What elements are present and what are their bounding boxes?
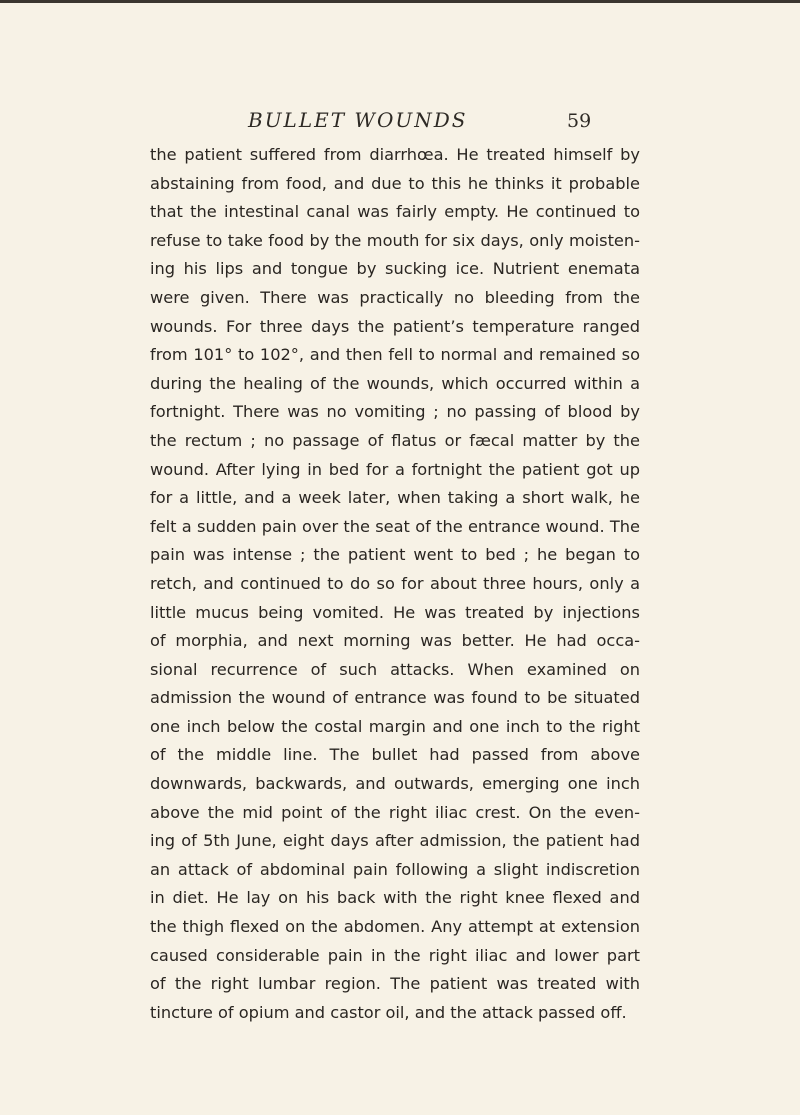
text-line: caused considerable pain in the right iliac and lower part <box>150 945 640 965</box>
text-line: for a little, and a week later, when taking a short walk, he <box>150 488 640 508</box>
text-line: of the middle line. The bullet had passed from above <box>150 745 640 765</box>
text-line: sional recurrence of such attacks. When examined on <box>150 659 640 679</box>
text-line: felt a sudden pain over the seat of the entrance wound. The <box>150 516 640 536</box>
running-title: BULLET WOUNDS <box>248 108 468 132</box>
text-line: of the right lumbar region. The patient was treated with <box>150 974 640 994</box>
text-line: pain was intense ; the patient went to bed ; he began to <box>150 545 640 565</box>
text-line: wounds. For three days the patient’s temperature ranged <box>150 316 640 336</box>
text-line: tincture of opium and castor oil, and the attack passed off. <box>150 1002 627 1022</box>
text-line: one inch below the costal margin and one inch to the right <box>150 716 640 736</box>
text-line: retch, and continued to do so for about three hours, only a <box>150 573 640 593</box>
text-line: the patient suffered from diarrhœa. He treated himself by <box>150 145 640 164</box>
text-line: in diet. He lay on his back with the right knee flexed and <box>150 888 640 908</box>
text-line: the thigh flexed on the abdomen. Any attempt at extension <box>150 917 640 937</box>
page-number: 59 <box>567 110 592 132</box>
text-line: that the intestinal canal was fairly empty. He continued to <box>150 202 640 222</box>
text-line: downwards, backwards, and outwards, emerging one inch <box>150 774 640 794</box>
text-line: admission the wound of entrance was found to be situated <box>150 688 640 708</box>
text-line: during the healing of the wounds, which occurred within a <box>150 373 640 393</box>
text-line: the rectum ; no passage of flatus or fæcal matter by the <box>150 430 640 450</box>
text-line: refuse to take food by the mouth for six days, only moisten- <box>150 230 640 250</box>
top-edge-rule <box>0 0 800 3</box>
text-line: ing of 5th June, eight days after admission, the patient had <box>150 831 640 851</box>
text-line: little mucus being vomited. He was treated by injections <box>150 602 640 622</box>
text-line: were given. There was practically no bleeding from the <box>150 287 640 307</box>
text-line: ing his lips and tongue by sucking ice. Nutrient enemata <box>150 259 640 279</box>
text-line: of morphia, and next morning was better. He had occa- <box>150 631 640 651</box>
text-line: from 101° to 102°, and then fell to normal and remained so <box>150 345 640 365</box>
text-line: wound. After lying in bed for a fortnight the patient got up <box>150 459 640 479</box>
body-text <box>150 141 640 1027</box>
running-head <box>0 108 800 138</box>
text-line: fortnight. There was no vomiting ; no passing of blood by <box>150 402 640 422</box>
text-line: above the mid point of the right iliac crest. On the even- <box>150 802 640 822</box>
text-line: abstaining from food, and due to this he thinks it probable <box>150 173 640 193</box>
text-line: an attack of abdominal pain following a slight indiscretion <box>150 859 640 879</box>
